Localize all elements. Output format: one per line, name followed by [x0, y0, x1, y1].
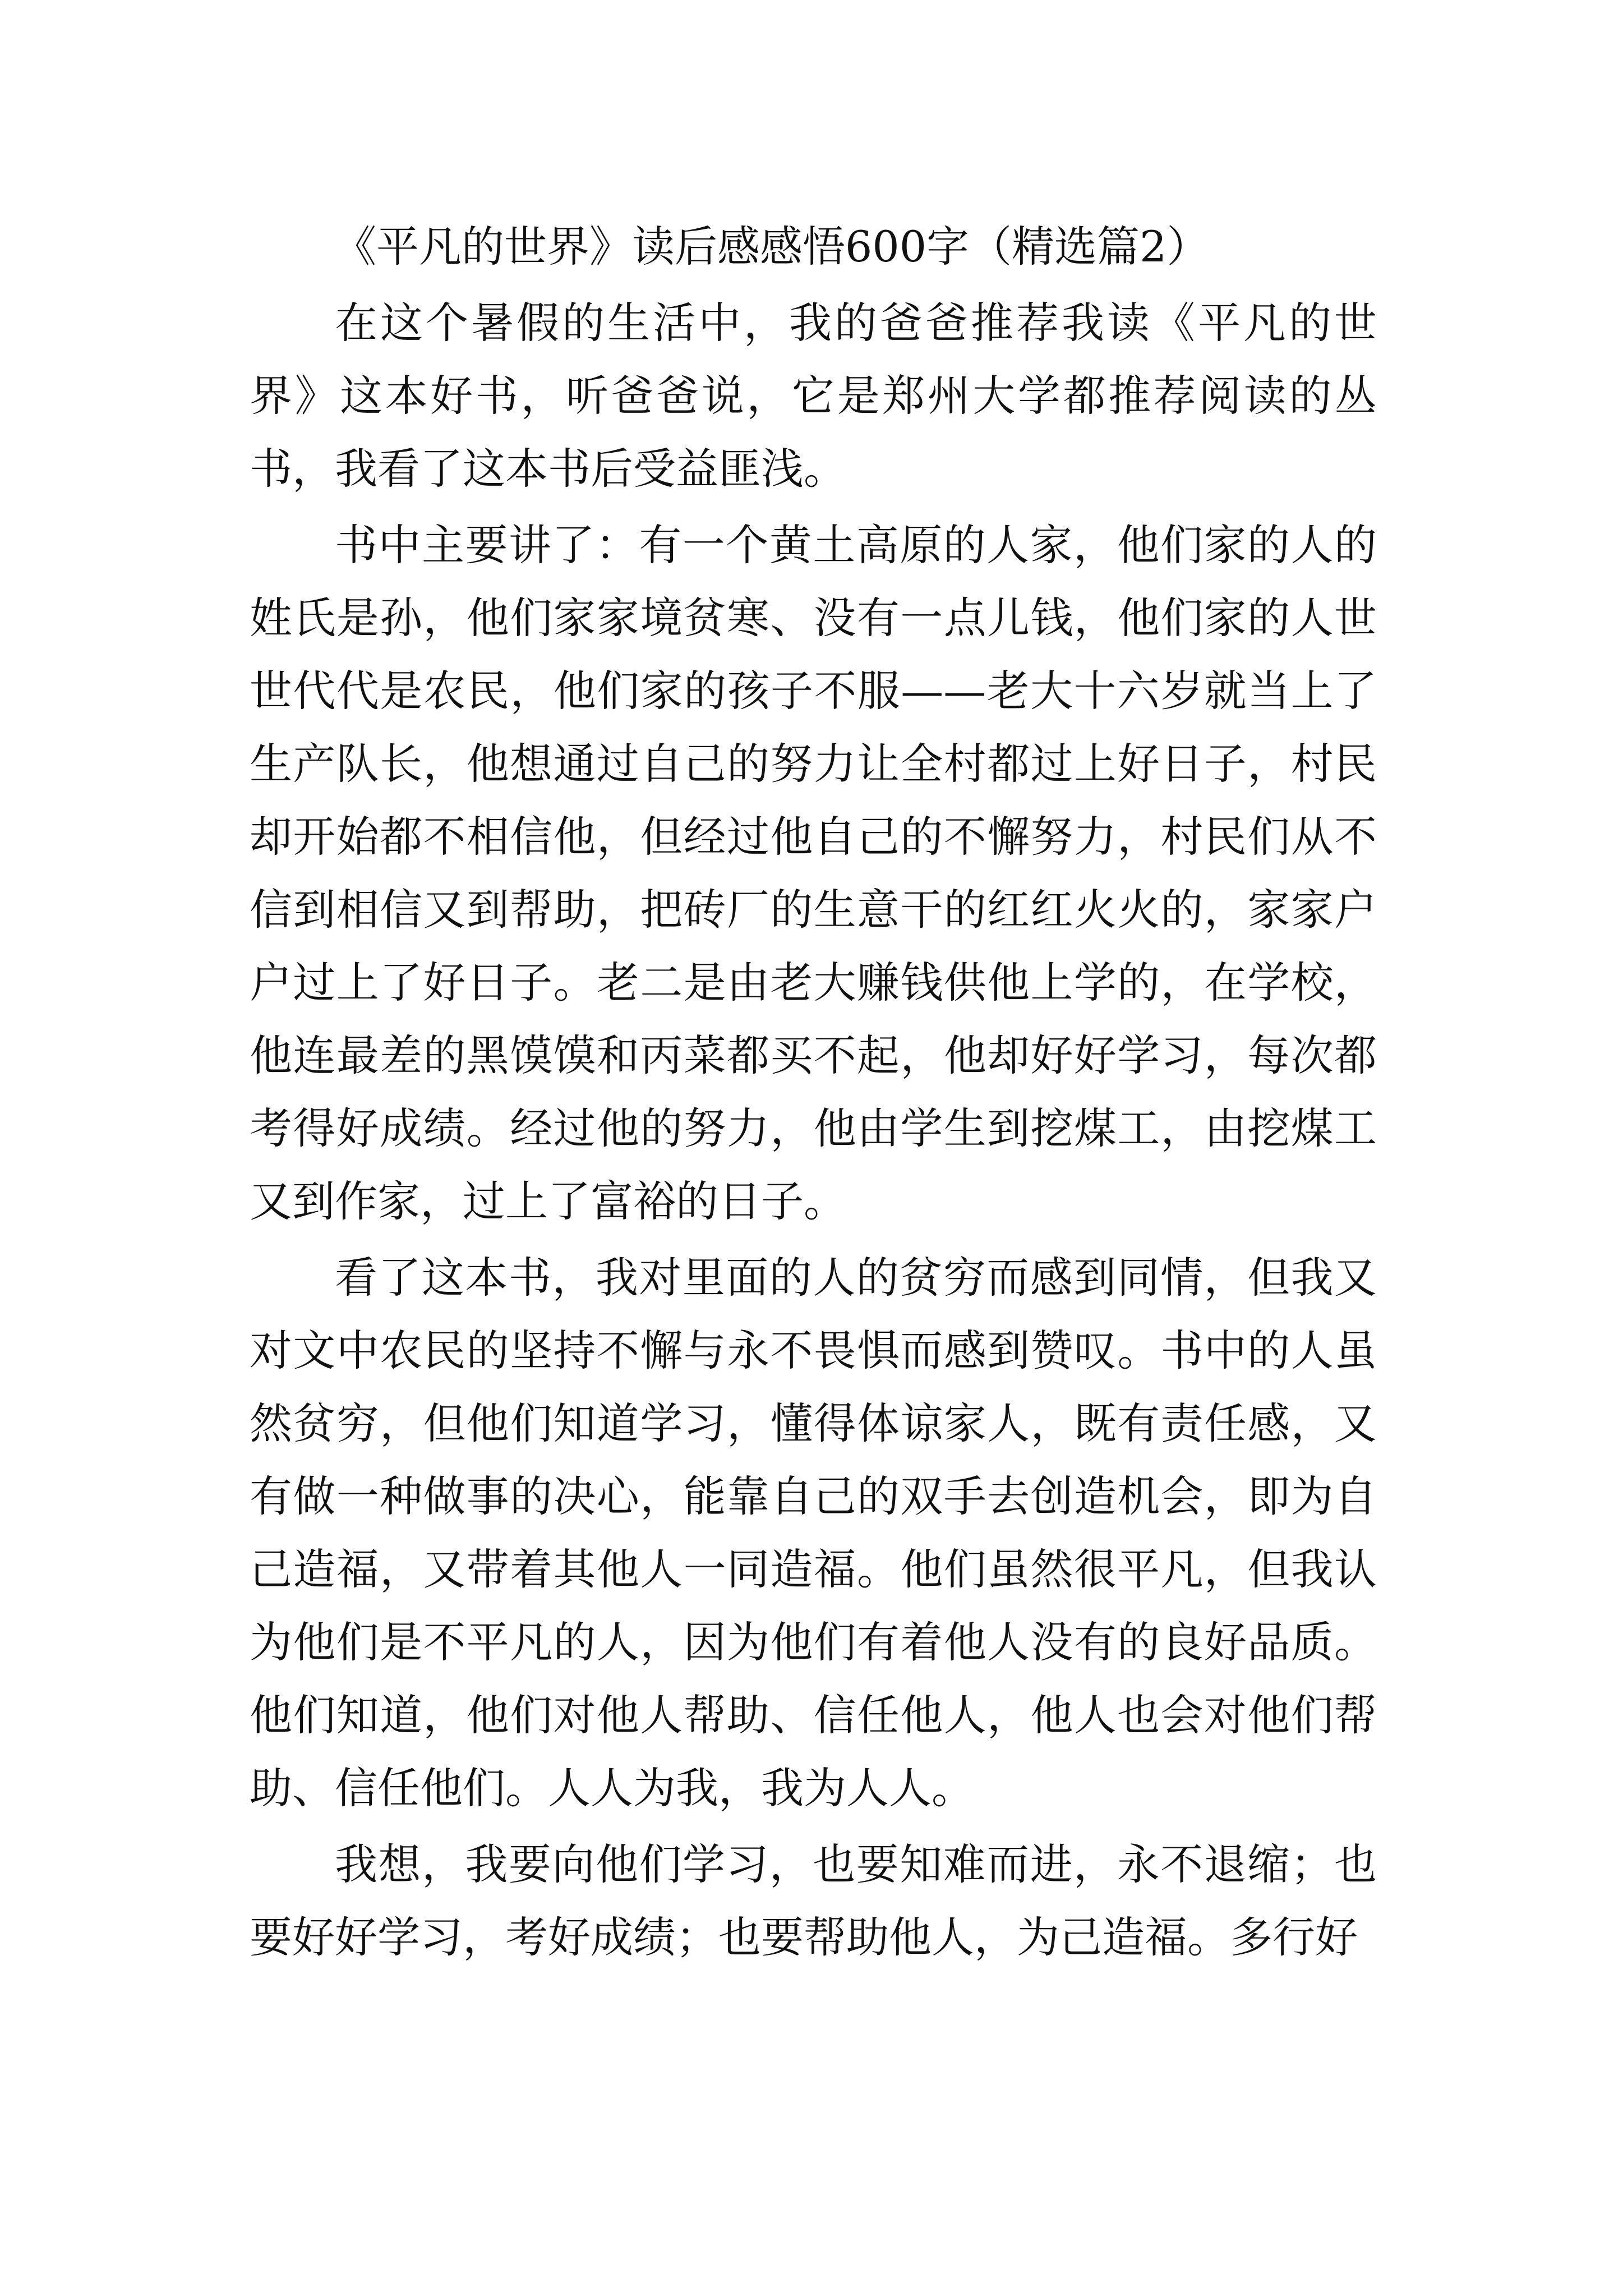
document-body — [250, 210, 1377, 1974]
document-title: 《平凡的世界》读后感感悟600字（精选篇2） — [334, 222, 1210, 272]
paragraph-4: 我想，我要向他们学习，也要知难而进，永不退缩；也要好好学习，考好成绩；也要帮助他人，为己造福。多行好 — [250, 1839, 1377, 1962]
paragraph-2: 书中主要讲了：有一个黄土高原的人家，他们家的人的姓氏是孙，他们家家境贫寒、没有一点儿钱，他们家的人世世代代是农民，他们家的孩子不服——老大十六岁就当上了生产队长，他想通过自己的努力让全村都过上好日子，村民却开始都不相信他，但经过他自己的不懈努力，村民们从不信到相信又到帮助，把砖厂的生意干的红红火火的，家家户户过上了好日子。老二是由老大赚钱供他上学的，在学校，他连最差的黑馍馍和丙菜都买不起，他却好好学习，每次都考得好成绩。经过他的努力，他由学生到挖煤工，由挖煤工又到作家，过上了富裕的日子。 — [250, 520, 1377, 1226]
paragraph-1: 在这个暑假的生活中，我的爸爸推荐我读《平凡的世界》这本好书，听爸爸说，它是郑州大学都推荐阅读的丛书，我看了这本书后受益匪浅。 — [250, 298, 1377, 494]
paragraph-3: 看了这本书，我对里面的人的贫穷而感到同情，但我又对文中农民的坚持不懈与永不畏惧而感到赞叹。书中的人虽然贫穷，但他们知道学习，懂得体谅家人，既有责任感，又有做一种做事的决心，能靠自己的双手去创造机会，即为自己造福，又带着其他人一同造福。他们虽然很平凡，但我认为他们是不平凡的人，因为他们有着他人没有的良好品质。他们知道，他们对他人帮助、信任他人，他人也会对他们帮助、信任他们。人人为我，我为人人。 — [250, 1253, 1377, 1813]
